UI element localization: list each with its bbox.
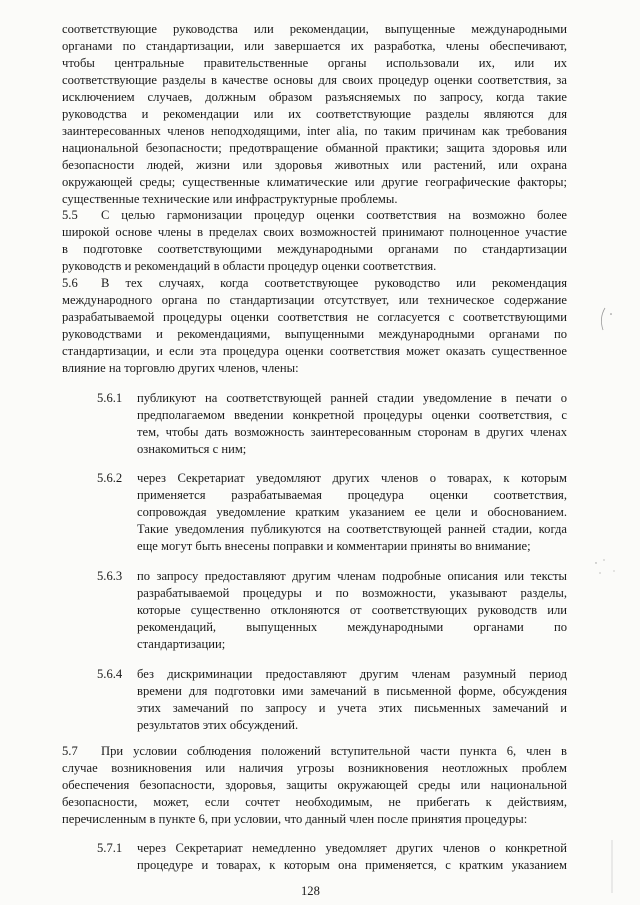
section-5-5-line: в подготовке соответствующими международными органами по стандартизации xyxy=(62,242,567,256)
section-5-6-1-line: ознакомиться с ним; xyxy=(137,442,247,456)
section-5-5-line: широкой основе члены в пределах своих возможностей принимают полноценное участие xyxy=(62,225,567,239)
section-5-6-2-line: сопровождая уведомление кратким указанием ее цели и обоснованием. xyxy=(137,505,567,519)
section-5-6-line: стандартизации, и если эта процедура оценки соответствия может оказать существенное xyxy=(62,344,567,358)
intro-line: национальной безопасности; предотвращение обманной практики; защита здоровья или xyxy=(62,141,567,155)
intro-line: органами по стандартизации, или завершается их разработка, члены обеспечивают, xyxy=(62,39,567,53)
section-5-6-line: международного органа по стандартизации отсутствует, или техническое содержание xyxy=(62,293,567,307)
section-5-7-line: При условии соблюдения положений вступительной части пункта 6, член в xyxy=(101,744,567,758)
section-number-5-6: 5.6 xyxy=(62,276,78,290)
section-5-6-4-line: результатов этих обсуждений. xyxy=(137,718,299,732)
intro-line: заинтересованных членов неподходящими, inter alia, по таким причинам как требования xyxy=(62,124,567,138)
section-5-6-3-line: стандартизации; xyxy=(137,637,226,651)
intro-line: руководства и рекомендации или их соответствующие разделы являются для xyxy=(62,107,567,121)
section-5-6-2-line: еще могут быть внесены поправки и комментарии приняты во внимание; xyxy=(137,539,531,553)
intro-line: соответствующие руководства или рекомендации, выпущенные международными xyxy=(62,22,567,36)
intro-line: соответствующие разделы в качестве основы для своих процедур оценки соответствия, за xyxy=(62,73,567,87)
intro-line: безопасности людей, жизни или здоровья животных или растений, или охрана xyxy=(62,158,567,172)
section-5-6-3-line: по запросу предоставляют другим членам подробные описания или тексты xyxy=(137,569,567,583)
section-5-6-1-line: тем, чтобы дать возможность заинтересованным сторонам в других членах xyxy=(137,425,567,439)
section-5-6-1-line: публикуют на соответствующей ранней стадии уведомление в печати о xyxy=(137,391,567,405)
page-number: 128 xyxy=(301,884,320,898)
scan-speck xyxy=(590,555,630,585)
section-number-5-6-1: 5.6.1 xyxy=(97,391,123,405)
section-5-7-line: случае возникновения или наличия угрозы возникновения неотложных проблем xyxy=(62,761,567,775)
section-5-6-line: руководствами и рекомендациями, выпущенными международными органами по xyxy=(62,327,567,341)
section-number-5-6-3: 5.6.3 xyxy=(97,569,123,583)
section-5-6-2-line: применяется разрабатываемая процедура оценки соответствия, xyxy=(137,488,567,502)
section-5-5-line: руководств и рекомендаций в области процедур оценки соответствия. xyxy=(62,259,437,273)
section-5-5-line: С целью гармонизации процедур оценки соответствия на возможно более xyxy=(101,208,567,222)
section-5-6-1-line: предполагаемом введении конкретной процедуры оценки соответствия, с xyxy=(137,408,567,422)
section-5-7-1-line: через Секретариат немедленно уведомляет других членов о конкретной xyxy=(137,841,567,855)
section-5-6-2-line: Такие уведомления публикуются на соответствующей ранней стадии, когда xyxy=(137,522,567,536)
section-number-5-7: 5.7 xyxy=(62,744,78,758)
section-number-5-7-1: 5.7.1 xyxy=(97,841,123,855)
section-number-5-6-4: 5.6.4 xyxy=(97,667,123,681)
section-5-7-line: обеспечения безопасности, здоровья, защиты окружающей среды или национальной xyxy=(62,778,567,792)
intro-line: окружающей среды; существенные климатические или другие географические факторы; xyxy=(62,175,567,189)
intro-line: исключением случаев, должным образом разъясняемых по запросу, когда такие xyxy=(62,90,567,104)
section-5-6-line: влияние на торговлю других членов, члены: xyxy=(62,361,299,375)
scan-speck xyxy=(600,838,620,898)
intro-line: существенные технические или инфраструктурные проблемы. xyxy=(62,192,398,206)
section-5-6-4-line: без дискриминации предоставляют другим членам разумный период xyxy=(137,667,567,681)
section-5-6-4-line: этих замечаний по запросу и учета этих письменных замечаний и xyxy=(137,701,567,715)
section-number-5-5: 5.5 xyxy=(62,208,78,222)
section-5-7-1-line: процедуре и товарах, к которым она применяется, с кратким указанием xyxy=(137,858,567,872)
section-number-5-6-2: 5.6.2 xyxy=(97,471,123,485)
section-5-7-line: безопасности, может, если сочтет необходимым, не прибегать к действиям, xyxy=(62,795,567,809)
section-5-6-3-line: разрабатываемой процедуры и по возможности, указывают разделы, xyxy=(137,586,567,600)
section-5-7-line: перечисленным в пункте 6, при условии, что данный член после принятия процедуры: xyxy=(62,812,528,826)
intro-line: чтобы центральные правительственные органы использовали их, или их xyxy=(62,56,567,70)
section-5-6-line: В тех случаях, когда соответствующее руководство или рекомендация xyxy=(101,276,567,290)
section-5-6-4-line: времени для подготовки ими замечаний в письменной форме, обсуждения xyxy=(137,684,567,698)
section-5-6-3-line: которые существенно отклоняются от соответствующих руководств или xyxy=(137,603,567,617)
section-5-6-2-line: через Секретариат уведомляют других членов о товарах, к которым xyxy=(137,471,567,485)
section-5-6-3-line: рекомендаций, выпущенных международными органами по xyxy=(137,620,567,634)
section-5-6-line: разрабатываемой процедуры оценки соответствия не согласуется с соответствующими xyxy=(62,310,567,324)
scan-speck xyxy=(585,300,625,340)
